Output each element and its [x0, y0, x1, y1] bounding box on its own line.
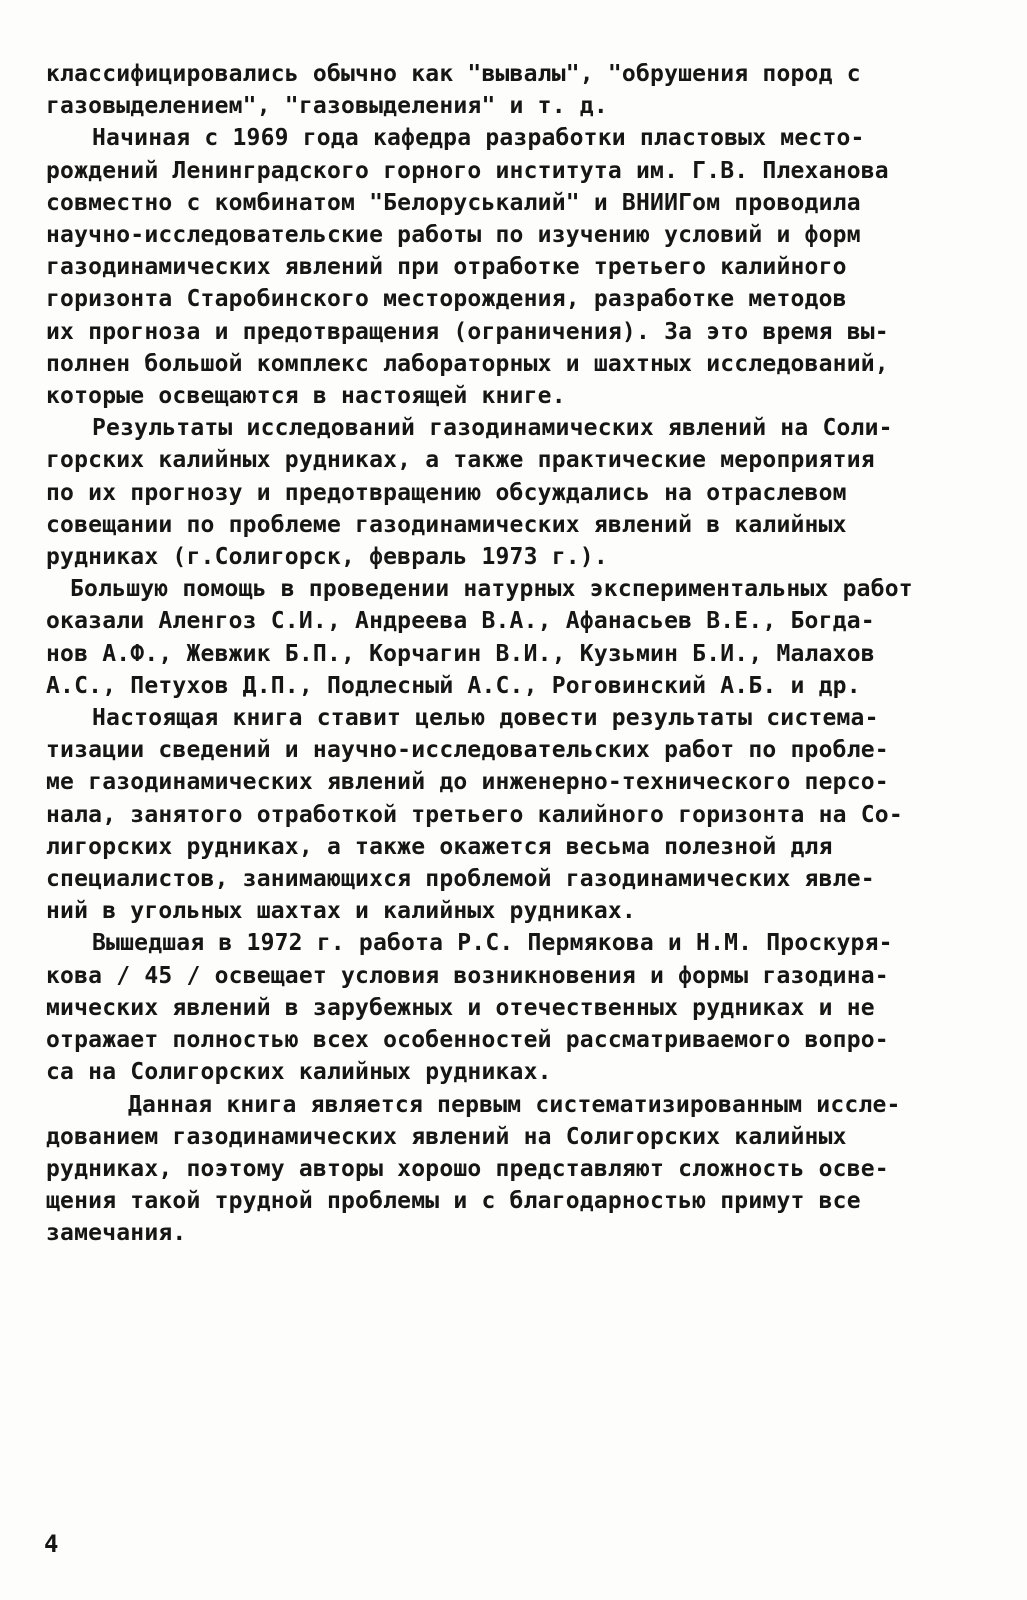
text-line: горизонта Старобинского месторождения, разработке методов [46, 286, 847, 313]
text-line: рудниках (г.Солигорск, февраль 1973 г.). [46, 544, 608, 571]
text-line: рудниках, поэтому авторы хорошо представляют сложность осве- [46, 1155, 889, 1182]
text-line: нала, занятого отработкой третьего калийного горизонта на Со- [46, 801, 903, 828]
text-line: классифицировались обычно как "вывалы", "обрушения пород с [46, 61, 861, 87]
text-line: отражает полностью всех особенностей рассматриваемого вопро- [46, 1027, 889, 1054]
text-line: их прогноза и предотвращения (ограничения). За это время вы- [46, 318, 889, 345]
text-line: которые освещаются в настоящей книге. [46, 383, 566, 410]
text-line: А.С., Петухов Д.П., Подлесный А.С., Роговинский А.Б. и др. [46, 672, 861, 699]
page-number: 4 [44, 1530, 59, 1558]
text-line: Вышедшая в 1972 г. работа Р.С. Пермякова и Н.М. Проскуря- [92, 930, 893, 957]
body-text [46, 58, 1006, 1250]
text-line: дованием газодинамических явлений на Солигорских калийных [46, 1123, 847, 1150]
text-line: замечания. [46, 1220, 187, 1247]
text-line: щения такой трудной проблемы и с благодарностью примут все [46, 1188, 861, 1215]
text-line: тизации сведений и научно-исследовательских работ по пробле- [46, 737, 889, 764]
text-line: рождений Ленинградского горного института им. Г.В. Плеханова [46, 157, 889, 184]
text-line: совещании по проблеме газодинамических явлений в калийных [46, 511, 847, 538]
text-line: оказали Аленгоз С.И., Андреева В.А., Афанасьев В.Е., Богда- [46, 608, 875, 635]
text-line: полнен большой комплекс лабораторных и шахтных исследований, [46, 350, 889, 377]
text-line: газодинамических явлений при отработке третьего калийного [46, 254, 847, 281]
text-line: по их прогнозу и предотвращению обсуждались на отраслевом [46, 479, 847, 506]
text-line: Данная книга является первым систематизированным иссле- [128, 1091, 901, 1118]
text-line: Настоящая книга ставит целью довести результаты система- [92, 705, 879, 732]
text-line: специалистов, занимающихся проблемой газодинамических явле- [46, 866, 875, 893]
text-line: Большую помощь в проведении натурных экспериментальных работ [70, 576, 913, 603]
text-line: нов А.Ф., Жевжик Б.П., Корчагин В.И., Кузьмин Б.И., Малахов [46, 640, 875, 667]
text-line: мических явлений в зарубежных и отечественных рудниках и не [46, 994, 875, 1021]
text-line: Результаты исследований газодинамических явлений на Соли- [92, 415, 893, 442]
text-line: лигорских рудниках, а также окажется весьма полезной для [46, 833, 833, 860]
text-line: совместно с комбинатом "Белоруськалий" и ВНИИГом проводила [46, 189, 861, 216]
text-line: са на Солигорских калийных рудниках. [46, 1059, 552, 1086]
text-line: ме газодинамических явлений до инженерно-технического персо- [46, 769, 889, 796]
text-line: Начиная с 1969 года кафедра разработки пластовых место- [92, 125, 865, 152]
text-line: научно-исследовательские работы по изучению условий и форм [46, 222, 861, 249]
text-line: кова / 45 / освещает условия возникновения и формы газодина- [46, 962, 889, 989]
text-line: горских калийных рудниках, а также практические мероприятия [46, 447, 875, 474]
text-line: ний в угольных шахтах и калийных рудниках. [46, 898, 636, 925]
text-line: газовыделением", "газовыделения" и т. д. [46, 93, 608, 120]
